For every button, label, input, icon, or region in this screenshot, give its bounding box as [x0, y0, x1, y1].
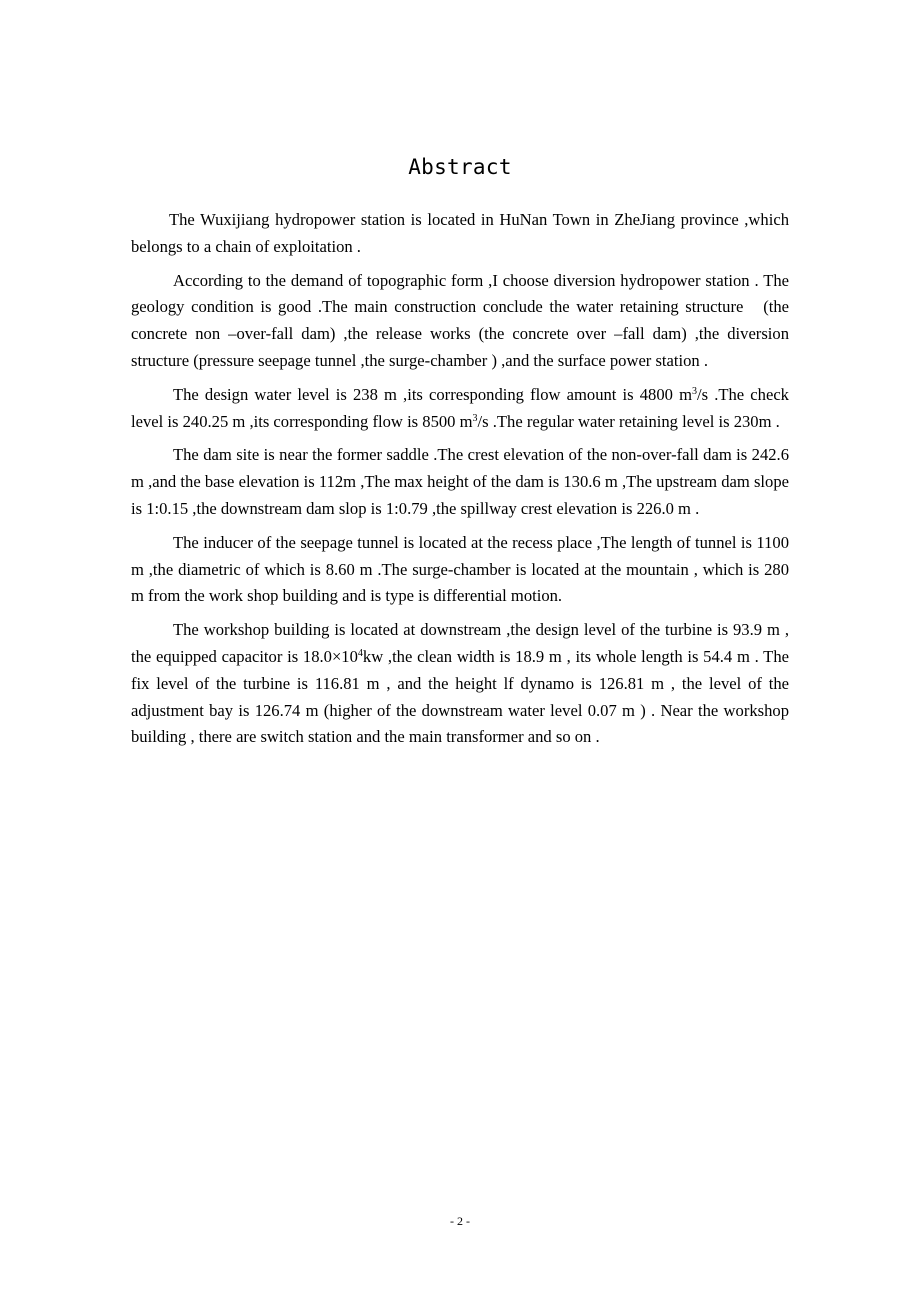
text-run: The Wuxijiang hydropower station is located in HuNan Town in ZheJiang province ,which belongs to a chain of exploitation . [131, 210, 789, 256]
text-run: kw ,the clean width is 18.9 m , its whole length is 54.4 m . The fix level of the turbine is 116.81 m , and the height lf dynamo is 126.81 m , the level of the adjustment bay is 126.74 m (higher of the downstream water level 0.07 m ) . Near the workshop building , there are switch station and the main transformer and so on . [131, 646, 789, 747]
superscript: 4 [357, 647, 363, 659]
paragraph-workshop [131, 617, 789, 751]
paragraph-dam [131, 442, 789, 522]
text-run: The design water level is 238 m ,its corresponding flow amount is 4800 m [173, 384, 692, 404]
page-title: Abstract [408, 155, 512, 179]
superscript: 3 [472, 412, 478, 424]
abstract-body [131, 207, 789, 758]
paragraph-tunnel [131, 530, 789, 610]
paragraph-location [131, 207, 789, 261]
paragraph-water-levels [131, 382, 789, 436]
text-run: The workshop building is located at downstream ,the design level of the turbine is 93.9 m , the equipped capacitor is 18.0×10 [131, 620, 789, 666]
text-run: The inducer of the seepage tunnel is located at the recess place ,The length of tunnel is 1100 m ,the diametric of which is 8.60 m .The surge-chamber is located at the mountain , which is 280 m from the work shop building and is type is differential motion. [131, 532, 789, 606]
paragraph-layout [131, 268, 789, 375]
text-run: The dam site is near the former saddle .The crest elevation of the non-over-fall dam is 242.6 m ,and the base elevation is 112m ,The max height of the dam is 130.6 m ,The upstream dam slope is 1:0.15 ,the downstream dam slop is 1:0.79 ,the spillway crest elevation is 226.0 m . [131, 445, 789, 518]
text-run: According to the demand of topographic form ,I choose diversion hydropower station . The geology condition is good .The main construction conclude the water retaining structure (the concrete non –over-fall dam) ,the release works (the concrete over –fall dam) ,the diversion structure (pressure seepage tunnel ,the surge-chamber ) ,and the surface power station . [131, 270, 789, 370]
text-run: /s .The check level is 240.25 m ,its corresponding flow is 8500 m [131, 384, 789, 431]
page-number: - 2 - [450, 1214, 470, 1228]
text-run: /s .The regular water retaining level is 230m . [477, 411, 780, 431]
superscript: 3 [692, 385, 697, 397]
